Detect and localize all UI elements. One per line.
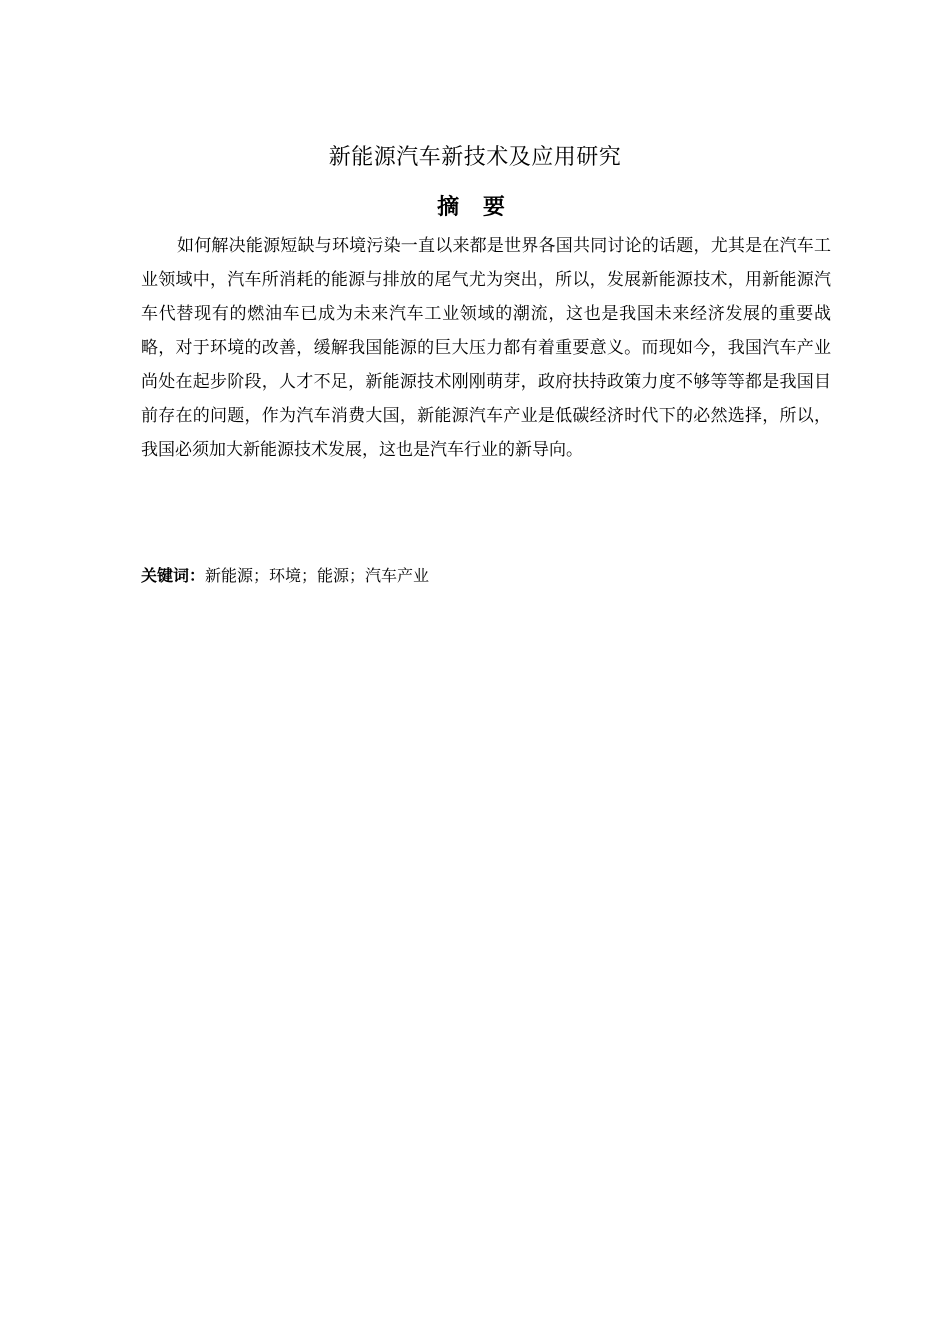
keywords-line <box>141 561 831 591</box>
keywords-value: 新能源；环境；能源；汽车产业 <box>205 566 430 585</box>
abstract-body: 如何解决能源短缺与环境污染一直以来都是世界各国共同讨论的话题，尤其是在汽车工业领域中，汽车所消耗的能源与排放的尾气尤为突出，所以，发展新能源技术，用新能源汽车代替现有的燃油车已成为未来汽车工业领域的潮流，这也是我国未来经济发展的重要战略，对于环境的改善，缓解我国能源的巨大压力都有着重要意义。而现如今，我国汽车产业尚处在起步阶段，人才不足，新能源技术刚刚萌芽，政府扶持政策力度不够等等都是我国目前存在的问题，作为汽车消费大国，新能源汽车产业是低碳经济时代下的必然选择，所以，我国必须加大新能源技术发展，这也是汽车行业的新导向。 <box>141 236 831 460</box>
keywords-label: 关键词： <box>141 566 206 585</box>
abstract-heading: 摘 要 <box>437 195 513 220</box>
document-title: 新能源汽车新技术及应用研究 <box>328 145 622 170</box>
